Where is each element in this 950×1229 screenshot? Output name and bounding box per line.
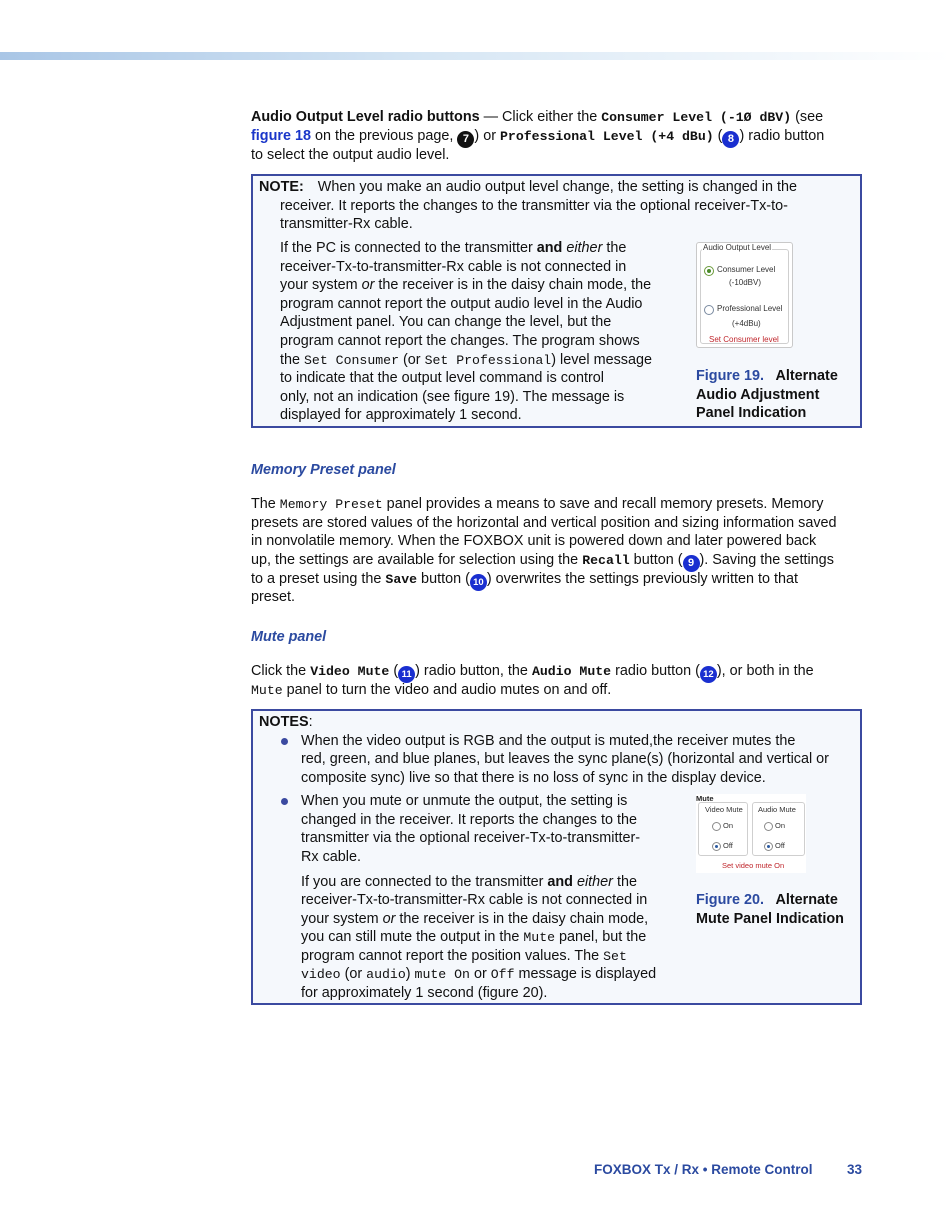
text: the receiver is in the daisy chain mode, the [374,277,652,293]
consumer-label: Consumer Level [717,265,776,274]
audio-on-label: On [775,821,786,830]
text: ( [389,663,399,679]
text: the receiver is in the daisy chain mode, [395,911,649,927]
audio-off-label: Off [775,841,785,850]
status-message: Set Consumer level [709,335,779,344]
text: or [361,277,375,293]
text: The [251,496,280,512]
callout-12-icon: 12 [700,666,717,683]
text: If you are connected to the transmitter [301,874,548,890]
text: : [308,714,313,730]
text: Figure 20. [696,892,764,908]
figure-20-caption [696,891,844,928]
text: either [572,874,613,890]
notes2-b2-line-2: changed in the receiver. It reports the changes to the [301,812,637,828]
video-on-label: On [723,821,734,830]
text: Mute Panel Indication [696,910,844,927]
text: your system [301,911,383,927]
notes2-b1-line-3: composite sync) live so that there is no loss of sync in the display device. [301,770,766,786]
notes2-p3-line-6 [301,965,656,985]
note1-p2-line-6: program cannot report the changes. The program shows [280,333,640,349]
text: or [469,966,491,982]
professional-radio[interactable] [704,305,714,315]
note1-p2-line-9: only, not an indication (see figure 19). The message is [280,389,625,405]
intro-line-3: to select the output audio level. [251,147,450,163]
text: panel provides a means to save and recall memory presets. Memory [382,496,824,512]
text: either [562,240,603,256]
text: on the previous page, [310,128,458,144]
figure-19-audio-panel [696,242,793,348]
text: or [382,911,396,927]
callout-11-icon: 11 [398,666,415,683]
professional-label: Professional Level [717,304,783,313]
mute-line-1 [251,662,814,683]
text: Set Consumer [304,353,399,368]
figure-19-caption [696,367,838,423]
text: Audio Mute [531,664,612,679]
text: NOTES [259,714,309,730]
figure-20-mute-panel [696,794,806,873]
text: and [547,874,573,890]
notes2-b1-line-1: When the video output is RGB and the output is muted,the receiver mutes the [301,733,796,749]
note1-p2-line-10: displayed for approximately 1 second. [280,407,522,423]
bullet-2-icon [281,798,288,805]
text: ). Saving the settings [699,552,834,568]
text: mute On [414,967,470,982]
notes2-b1-line-2: red, green, and blue planes, but leaves the sync plane(s) (horizontal and vertical or [301,751,829,767]
text: Set Professional [424,353,552,368]
memory-preset-heading: Memory Preset panel [251,462,396,478]
note1-line-2: receiver. It reports the changes to the transmitter via the optional receiver-Tx-to- [280,198,788,214]
callout-9-icon: 9 [683,555,700,572]
notes2-b2-line-1: When you mute or unmute the output, the setting is [301,793,628,809]
text: Click the [251,663,311,679]
note1-line-3: transmitter-Rx cable. [280,216,413,232]
notes2-b2-line-4: Rx cable. [301,849,361,865]
callout-7-icon: 7 [457,131,474,148]
consumer-radio[interactable] [704,266,714,276]
intro-line-1 [251,108,823,128]
text: ) overwrites the settings previously written to that [486,571,799,587]
text: panel to turn the video and audio mutes on and off. [282,682,612,698]
memory-line-5 [251,570,798,591]
callout-8-icon: 8 [722,131,739,148]
text: ), or both in the [716,663,814,679]
mute-panel-heading: Mute panel [251,629,327,645]
text: Alternate [775,368,838,384]
groupbox-border [700,249,789,344]
text: the [280,352,305,368]
memory-line-6: preset. [251,589,295,605]
page-number: 33 [847,1162,863,1177]
note1-p2-line-5: Adjustment panel. You can change the level, but the [280,314,612,330]
video-on-radio[interactable] [712,822,721,831]
text: radio button ( [611,663,700,679]
text: audio [366,967,406,982]
memory-line-3: in nonvolatile memory. When the FOXBOX unit is powered down and later powered back [251,533,817,549]
text: Save [385,572,418,587]
header-gradient-bar [0,52,950,60]
notes2-label [259,713,313,732]
notes2-p3-line-3 [301,910,648,929]
text: Mute [523,930,556,945]
notes2-b2-line-3: transmitter via the optional receiver-Tx-to-transmitter- [301,830,641,846]
mute-line-2 [251,681,611,701]
bullet-1-icon [281,738,288,745]
text: (or [340,966,367,982]
text: button ( [629,552,683,568]
text: (or [398,352,425,368]
mute-group-label: Mute [696,794,714,803]
text: ( [713,128,723,144]
text: you can still mute the output in the [301,929,524,945]
memory-line-1 [251,495,823,515]
text: the [602,240,627,256]
video-off-radio[interactable] [712,842,721,851]
text: If the PC is connected to the transmitter [280,240,537,256]
video-off-label: Off [723,841,733,850]
note1-p2-line-8: to indicate that the output level command is control [280,370,604,386]
notes2-p3-line-7: for approximately 1 second (figure 20). [301,985,548,1001]
figure-18-link[interactable]: figure 18 [251,128,311,144]
text: When you make an audio output level change, the setting is changed in the [317,179,797,195]
text: Video Mute [310,664,390,679]
audio-on-radio[interactable] [764,822,773,831]
term-audio-output-level: Audio Output Level radio buttons [251,109,480,125]
text: ) or [474,128,500,144]
memory-line-2: presets are stored values of the horizontal and vertical position and sizing information saved [251,515,837,531]
text: your system [280,277,362,293]
text: Figure 19. [696,368,764,384]
text: ) radio button, the [415,663,532,679]
memory-line-4 [251,551,834,572]
intro-line-2 [251,127,824,148]
text: Audio Adjustment [696,386,820,403]
notes2-p3-line-4 [301,928,646,948]
text: Recall [582,553,630,568]
text: Set [603,949,627,964]
consumer-sub-label: (-10dBV) [729,278,762,287]
text: — Click either the [479,109,602,125]
text: Panel Indication [696,405,807,422]
text: program cannot report the position values. The [301,948,604,964]
notes2-p3-line-2: receiver-Tx-to-transmitter-Rx cable is not connected in [301,892,648,908]
note1-p2-line-4: program cannot report the output audio level in the Audio [280,296,643,312]
text: to a preset using the [251,571,386,587]
text: ) radio button [739,128,825,144]
text: (see [791,109,824,125]
notes2-p3-line-5 [301,947,627,967]
text: Off [490,967,515,982]
footer-title: FOXBOX Tx / Rx • Remote Control [594,1162,813,1177]
text: panel, but the [555,929,647,945]
note1-line-1 [259,178,797,197]
note1-p2-line-3 [280,276,651,295]
text: video [301,967,341,982]
text: Memory Preset [279,497,383,512]
professional-level-code: Professional Level (+4 dBu) [500,129,714,144]
text: ) [405,966,415,982]
audio-mute-label: Audio Mute [758,805,796,814]
text: and [536,240,563,256]
video-mute-label: Video Mute [705,805,743,814]
note1-p2-line-1 [280,239,626,258]
text: the [612,874,637,890]
text: Mute [251,683,283,698]
text: button ( [417,571,470,587]
consumer-level-code: Consumer Level (-1Ø dBV) [601,110,792,125]
mute-status-message: Set video mute On [722,861,785,870]
note1-p2-line-7 [280,351,652,371]
note1-p2-line-2: receiver-Tx-to-transmitter-Rx cable is not connected in [280,259,627,275]
note-label: NOTE: [259,179,304,195]
text: Alternate [775,892,838,908]
text: up, the settings are available for selection using the [251,552,583,568]
audio-off-radio[interactable] [764,842,773,851]
text: message is displayed [514,966,657,982]
groupbox-label: Audio Output Level [703,243,772,252]
callout-10-icon: 10 [470,574,487,591]
text: ) level message [551,352,652,368]
notes2-p3-line-1 [301,873,637,892]
professional-sub-label: (+4dBu) [732,319,761,328]
